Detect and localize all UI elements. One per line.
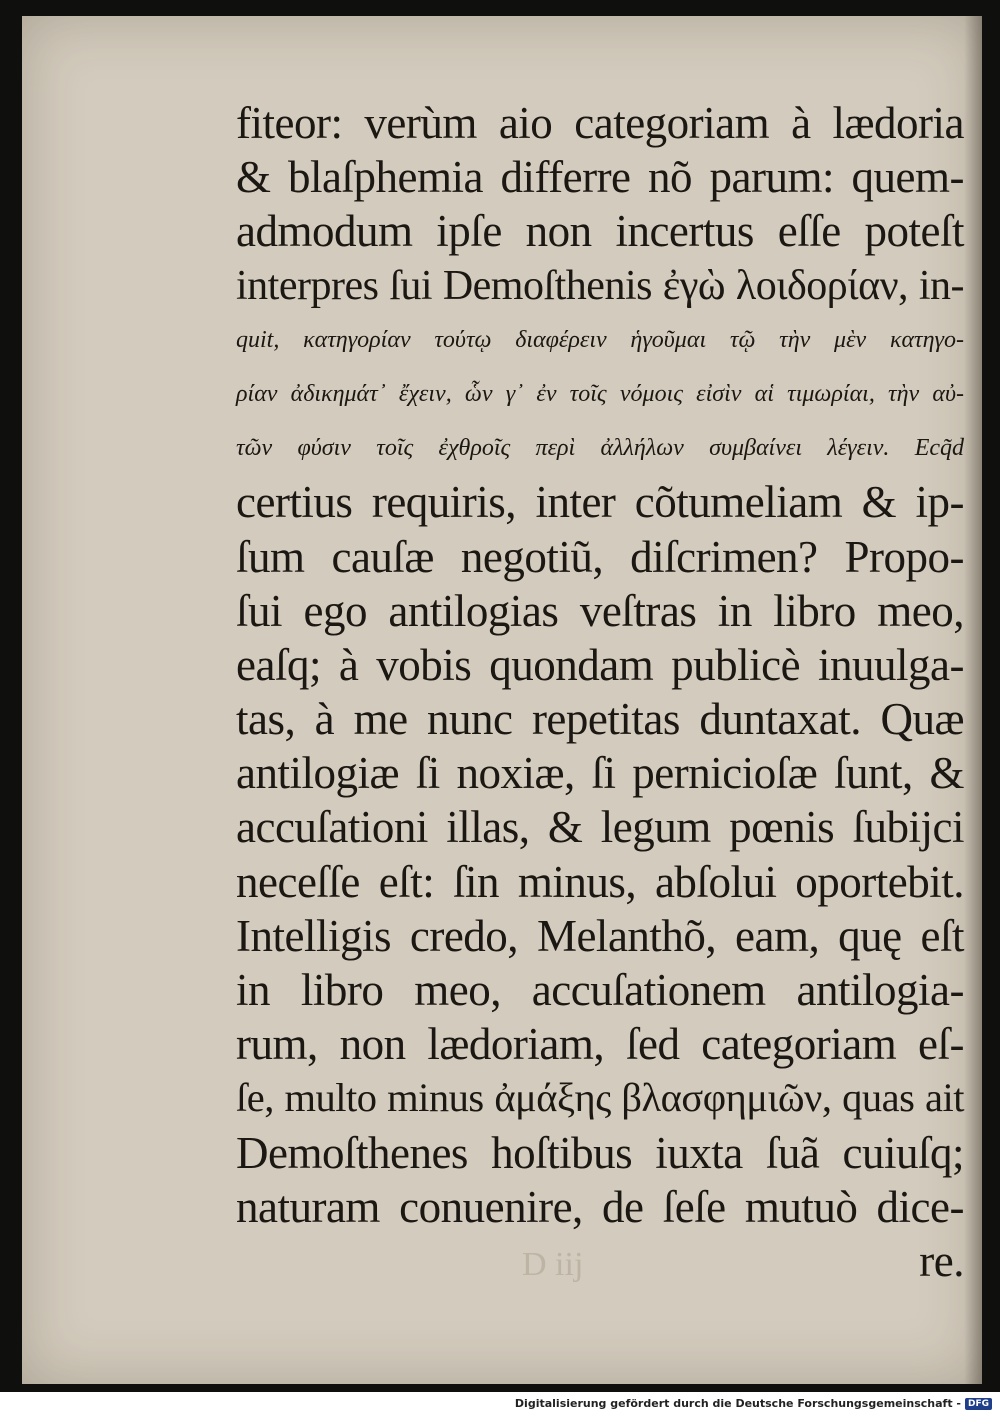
text-line: fiteor: verùm aio categoriam à lædoria [236,98,964,148]
text-line: tas, à me nunc repetitas duntaxat. Quæ [236,694,964,745]
book-page [22,16,982,1384]
text-line: Demoſthenes hoſtibus iuxta ſuã cuiuſq; [236,1127,964,1178]
footer-credit-text: Digitalisierung gefördert durch die Deutsche Forschungsgemeinschaft - [514,1397,961,1410]
text-line: re. [919,1235,964,1286]
text-line: ſe, multo minus ἀμάξης βλασφημιῶν, quas ait [236,1075,964,1121]
text-line: in libro meo, accuſationem antilogia- [236,965,964,1015]
footer-bar [0,1392,1000,1416]
text-line: admodum ipſe non incertus eſſe poteſt [236,206,964,257]
page-text-block [236,96,964,1288]
text-line: accuſationi illas, & legum pœnis ſubijci [236,802,964,853]
text-line: eaſq; à vobis quondam publicè inuulga- [236,639,964,690]
text-line: antilogiæ ſi noxiæ, ſi pernicioſæ ſunt, & [236,748,964,799]
text-line: certius requiris, inter cõtumeliam & ip- [236,477,964,528]
page-edge-shadow [964,16,982,1384]
text-line: interpres ſui Demoſthenis ἐγὼ λοιδορίαν, in- [236,262,964,309]
text-line: ρίαν ἀδικημάτ᾽ ἔχειν, ὧν γ᾽ ἐν τοῖς νόμοις εἰσὶν αἱ τιμωρίαι, τὴν αὐ- [236,380,964,407]
bleed-through-mark: D iij [522,1246,584,1283]
footer-credit [515,1397,992,1410]
text-line: & blaſphemia differre nõ parum: quem- [236,152,964,203]
dfg-logo[interactable]: DFG [965,1398,992,1410]
text-line: naturam conuenire, de ſeſe mutuò dice- [236,1181,964,1232]
text-line: ſui ego antilogias veſtras in libro meo, [236,585,964,636]
text-line: Intelligis credo, Melanthõ, eam, quę eſt [236,910,964,961]
text-line: neceſſe eſt: ſin minus, abſolui oportebit. [236,856,964,907]
text-line: ſum cauſæ negotiũ, diſcrimen? Propo- [236,531,964,582]
text-line: rum, non lædoriam, ſed categoriam eſ- [236,1019,964,1070]
text-line: τῶν φύσιν τοῖς ἐχθροῖς περὶ ἀλλήλων συμβαίνει λέγειν. Ecq̃d [236,435,964,462]
text-line: quit, κατηγορίαν τούτῳ διαφέρειν ἡγοῦμαι τῷ τὴν μὲν κατηγο- [236,326,964,353]
